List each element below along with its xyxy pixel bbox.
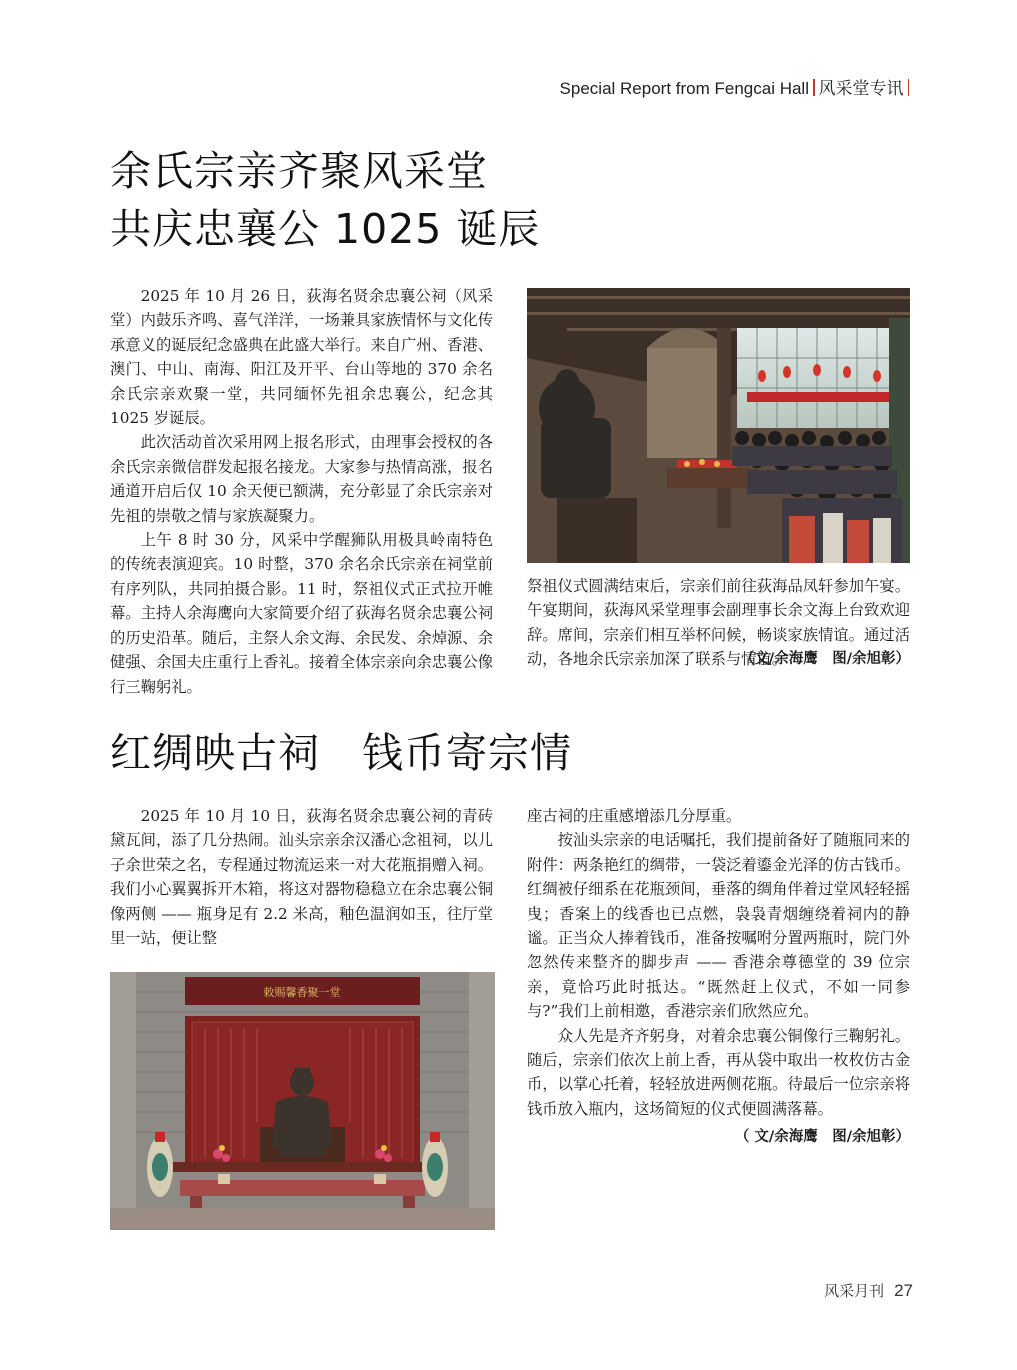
ceremony-photo: [527, 288, 910, 563]
article1-right-column: [527, 574, 910, 672]
article2-right-column: [527, 804, 910, 1150]
header-divider: [813, 79, 815, 96]
article2-title: 红绸映古祠 钱币寄宗情: [110, 729, 572, 777]
article2-paragraph: 众人先是齐齐躬身，对着余忠襄公铜像行三鞠躬礼。随后，宗亲们依次上前上香，再从袋中取出一枚枚仿古金币，以掌心托着，轻轻放进两侧花瓶。待最后一位宗亲将钱币放入瓶内，这场简短的仪式便圆满落幕。: [527, 1026, 910, 1118]
article1-title-line2: 共庆忠襄公 1025 诞辰: [110, 205, 541, 253]
article1-title-line1: 余氏宗亲齐聚风采堂: [110, 147, 488, 195]
article2-byline: （ 文/余海鹰 图/余旭彰）: [734, 1129, 910, 1146]
article1-paragraph: 祭祖仪式圆满结束后，宗亲们前往荻海品凤轩参加午宴。午宴期间，荻海风采堂理事会副理事长余文海上台致欢迎辞。席间，宗亲们相互举杯问候，畅谈家族情谊。通过活动，各地余氏宗亲加深了联系与情谊。: [527, 577, 910, 669]
article1-paragraph: 此次活动首次采用网上报名形式，由理事会授权的各余氏宗亲微信群发起报名接龙。大家参与热情高涨，报名通道开启后仅 10 余天便已额满，充分彰显了余氏宗亲对先祖的崇敬之情与家族凝聚力。: [110, 433, 493, 525]
section-title-en: Special Report from Fengcai Hall: [559, 79, 809, 98]
article1-paragraph: 2025 年 10 月 26 日，荻海名贤余忠襄公祠（风采堂）内鼓乐齐鸣、喜气洋洋，一场兼具家族情怀与文化传承意义的诞辰纪念盛典在此盛大举行。来自广州、香港、澳门、中山、南海、阳江及开平、台山等地的 370 余名余氏宗亲欢聚一堂，共同缅怀先祖余忠襄公，纪念其 1025 岁诞辰。: [110, 287, 493, 428]
article2-left-column: [110, 804, 493, 950]
header-divider: [908, 79, 910, 96]
article1-body: [110, 284, 493, 699]
article2-paragraph: 座古祠的庄重感增添几分厚重。: [527, 807, 742, 825]
page-number: 27: [894, 1281, 913, 1300]
article1-paragraph: 上午 8 时 30 分，风采中学醒狮队用极具岭南特色的传统表演迎宾。10 时整，370 余名余氏宗亲在祠堂前有序列队，共同拍摄合影。11 时，祭祖仪式正式拉开帷幕。主持人余海鹰向大家简要介绍了荻海名贤余忠襄公祠的历史沿革。随后，主祭人余文海、余民发、余焯源、余健强、余国夫庄重行上香礼。接着全体宗亲向余忠襄公像行三鞠躬礼。: [110, 531, 493, 696]
running-header: [560, 74, 913, 99]
statue-photo: [110, 972, 495, 1230]
page-footer: [824, 1280, 913, 1301]
section-title-cn: 风采堂专讯: [818, 79, 904, 98]
plaque-text: 敕赐馨香聚一堂: [263, 986, 341, 999]
article1-byline: （文/余海鹰 图/余旭彰）: [739, 651, 910, 668]
ceremony-photo-illustration: [527, 288, 910, 563]
magazine-name: 风采月刊: [824, 1282, 885, 1300]
article2-paragraph: 2025 年 10 月 10 日，荻海名贤余忠襄公祠的青砖黛瓦间，添了几分热闹。汕头宗亲余汉潘心念祖祠，以儿子余世荣之名，专程通过物流运来一对大花瓶捐赠入祠。我们小心翼翼拆开木箱，将这对器物稳稳立在余忠襄公铜像两侧 —— 瓶身足有 2.2 米高，釉色温润如玉，往厅堂里一站，便让整: [110, 807, 493, 948]
statue-photo-illustration: [110, 972, 495, 1230]
article2-paragraph: 按汕头宗亲的电话嘱托，我们提前备好了随瓶同来的附件：两条艳红的绸带，一袋泛着鎏金光泽的仿古钱币。红绸被仔细系在花瓶颈间，垂落的绸角伴着过堂风轻轻摇曳；香案上的线香也已点燃，袅袅青烟缠绕着祠内的静谧。正当众人捧着钱币，准备按嘱咐分置两瓶时，院门外忽然传来整齐的脚步声 —— 香港余尊德堂的 39 位宗亲，竟恰巧此时抵达。“既然赶上仪式，不如一同参与?”我们上前相邀，香港宗亲们欣然应允。: [527, 831, 910, 1021]
